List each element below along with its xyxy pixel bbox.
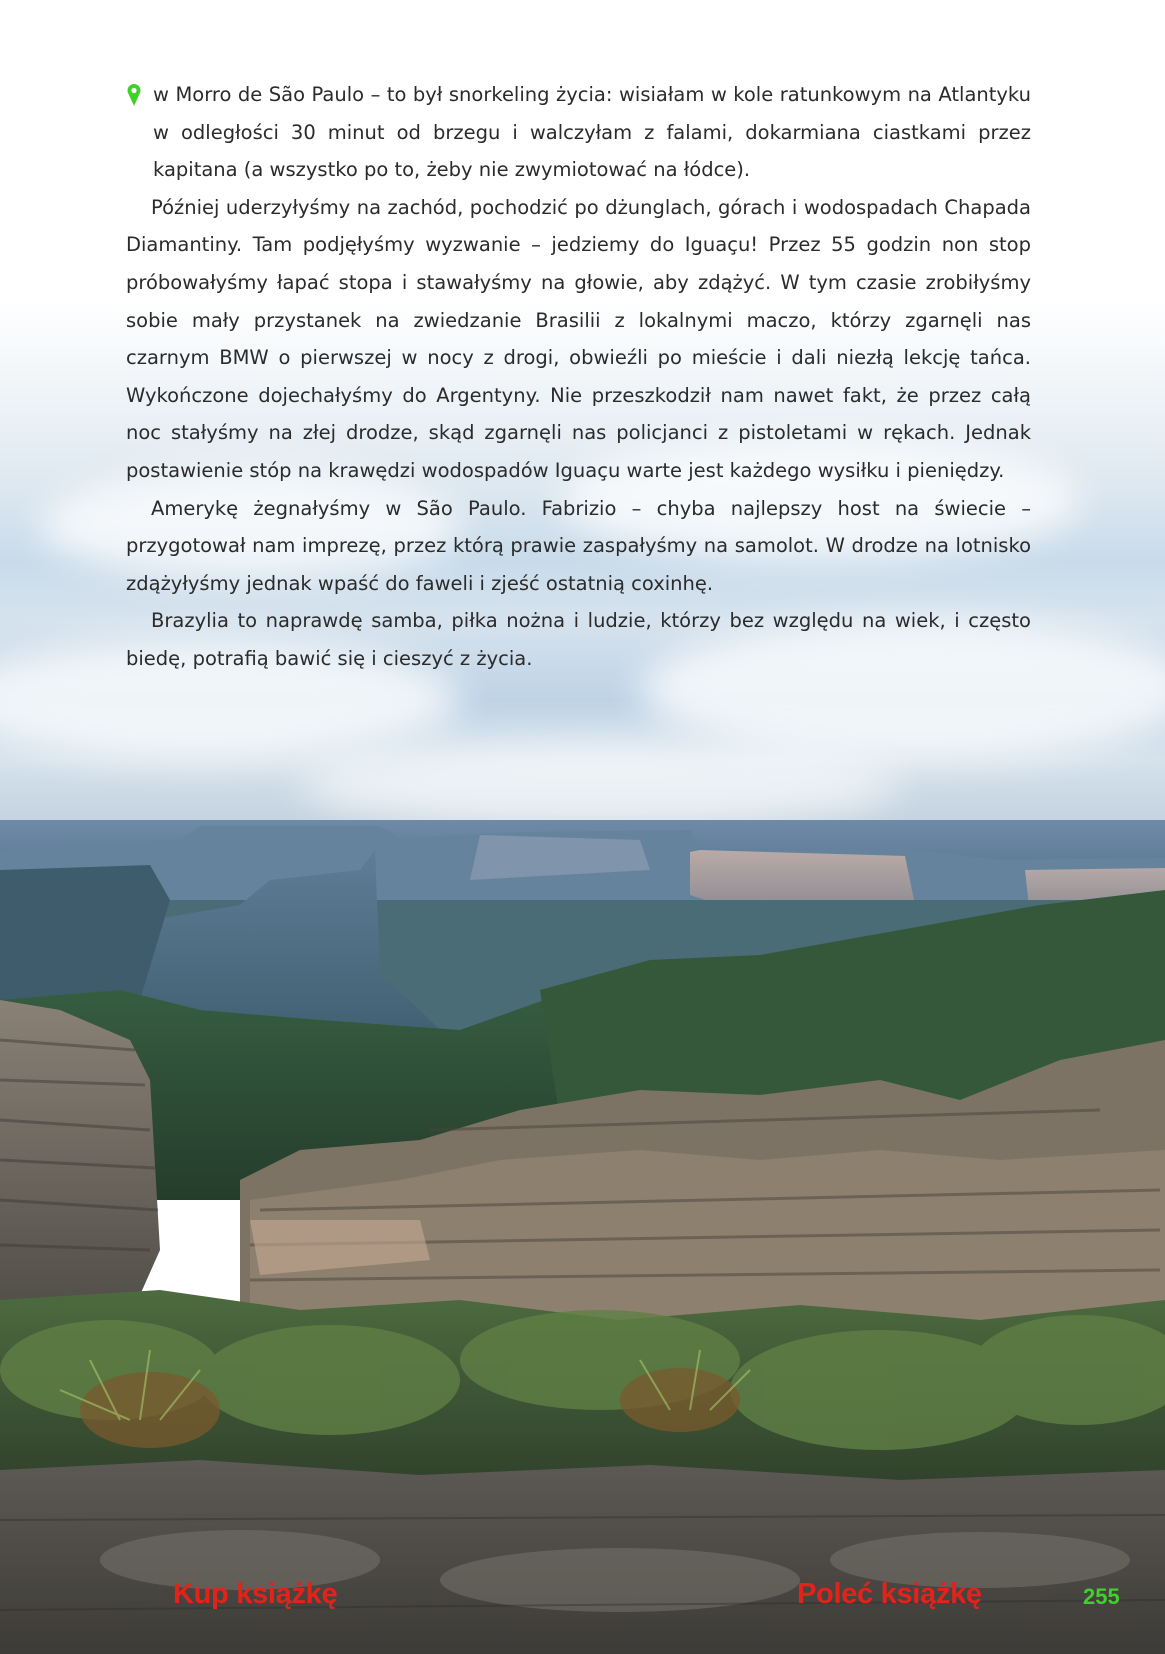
page-number: 255 [1083,1584,1120,1609]
paragraph-text: w Morro de São Paulo – to był snorkeling życia: wisiałam w kole ratunkowym na Atlantyku w odległości 30 minut od brzegu i walczyłam z falami, dokarmiana ciastkami przez kapitana (a wszystko po to, żeby nie zwymiotować na łódce). [153,83,1031,182]
map-pin-icon [126,83,142,107]
paragraph-morro [126,76,1031,189]
paragraph-chapada: Później uderzyłyśmy na zachód, pochodzić po dżunglach, górach i wodospadach Chapada Diamantiny. Tam podjęłyśmy wyzwanie – jedziemy do Iguaçu! Przez 55 godzin non stop próbowałyśmy łapać stopa i stawałyśmy na głowie, aby zdążyć. W tym czasie zrobiłyśmy sobie mały przystanek na zwiedzanie Brasilii z lokalnymi maczo, którzy zgarnęli nas czarnym BMW o pierwszej w nocy z drogi, obwieźli po mieście i dali niezłą lekcję tańca. Wykończone dojechałyśmy do Argentyny. Nie przeszkodził nam nawet fakt, że przez całą noc stałyśmy na złej drodze, skąd zgarnęli nas policjanci z pistoletami w rękach. Jednak postawienie stóp na krawędzi wodospadów Iguaçu warte jest każdego wysiłku i pieniędzy. [126,195,1031,482]
body-text [126,76,1031,678]
recommend-book-link[interactable]: Poleć książkę [797,1578,982,1610]
paragraph-sao-paulo: Amerykę żegnałyśmy w São Paulo. Fabrizio – chyba najlepszy host na świecie – przygotował nam imprezę, przez którą prawie zaspałyśmy na samolot. W drodze na lotnisko zdążyłyśmy jednak wpaść do faweli i zjeść ostatnią coxinhę. [126,496,1031,595]
buy-book-link[interactable]: Kup książkę [173,1578,338,1610]
paragraph-brazylia: Brazylia to naprawdę samba, piłka nożna i ludzie, którzy bez względu na wiek, i często biedę, potrafią bawić się i cieszyć z życia. [126,609,1031,670]
